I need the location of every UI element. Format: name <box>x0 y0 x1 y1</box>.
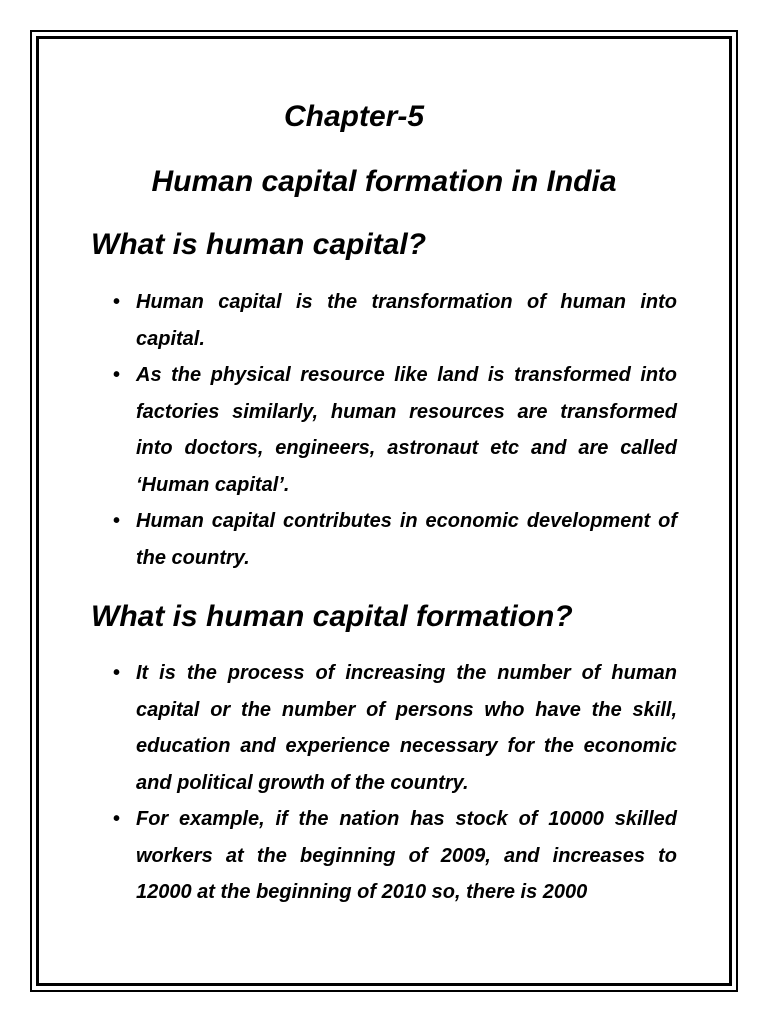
section-heading-human-capital-formation: What is human capital formation? <box>91 600 573 633</box>
list-item <box>0 503 677 576</box>
list-item <box>0 801 677 911</box>
bullet-icon: • <box>113 808 121 830</box>
bullet-icon: • <box>113 510 121 532</box>
list-item <box>0 284 677 357</box>
chapter-number: Chapter-5 <box>283 100 425 133</box>
list-item-text: Human capital contributes in economic development of the country. <box>136 510 677 569</box>
bullet-list-human-capital-formation <box>0 655 768 911</box>
list-item-text: As the physical resource like land is transformed into factories similarly, human resources are transformed into doctors, engineers, astronaut etc and are called ‘Human capital’. <box>136 364 677 496</box>
bullet-icon: • <box>113 291 121 313</box>
chapter-title: Human capital formation in India <box>151 165 617 198</box>
list-item-text: For example, if the nation has stock of 10000 skilled workers at the beginning of 2009, and increases to 12000 at the beginning of 2010 so, there is 2000 <box>136 808 677 903</box>
list-item <box>0 357 677 503</box>
section-heading-human-capital: What is human capital? <box>91 228 427 261</box>
bullet-icon: • <box>113 364 121 386</box>
bullet-icon: • <box>113 662 121 684</box>
list-item-text: Human capital is the transformation of human into capital. <box>136 291 677 350</box>
list-item-text: It is the process of increasing the number of human capital or the number of persons who have the skill, education and experience necessary for the economic and political growth of the country. <box>136 662 677 794</box>
list-item <box>0 655 677 801</box>
bullet-list-human-capital <box>0 284 768 576</box>
